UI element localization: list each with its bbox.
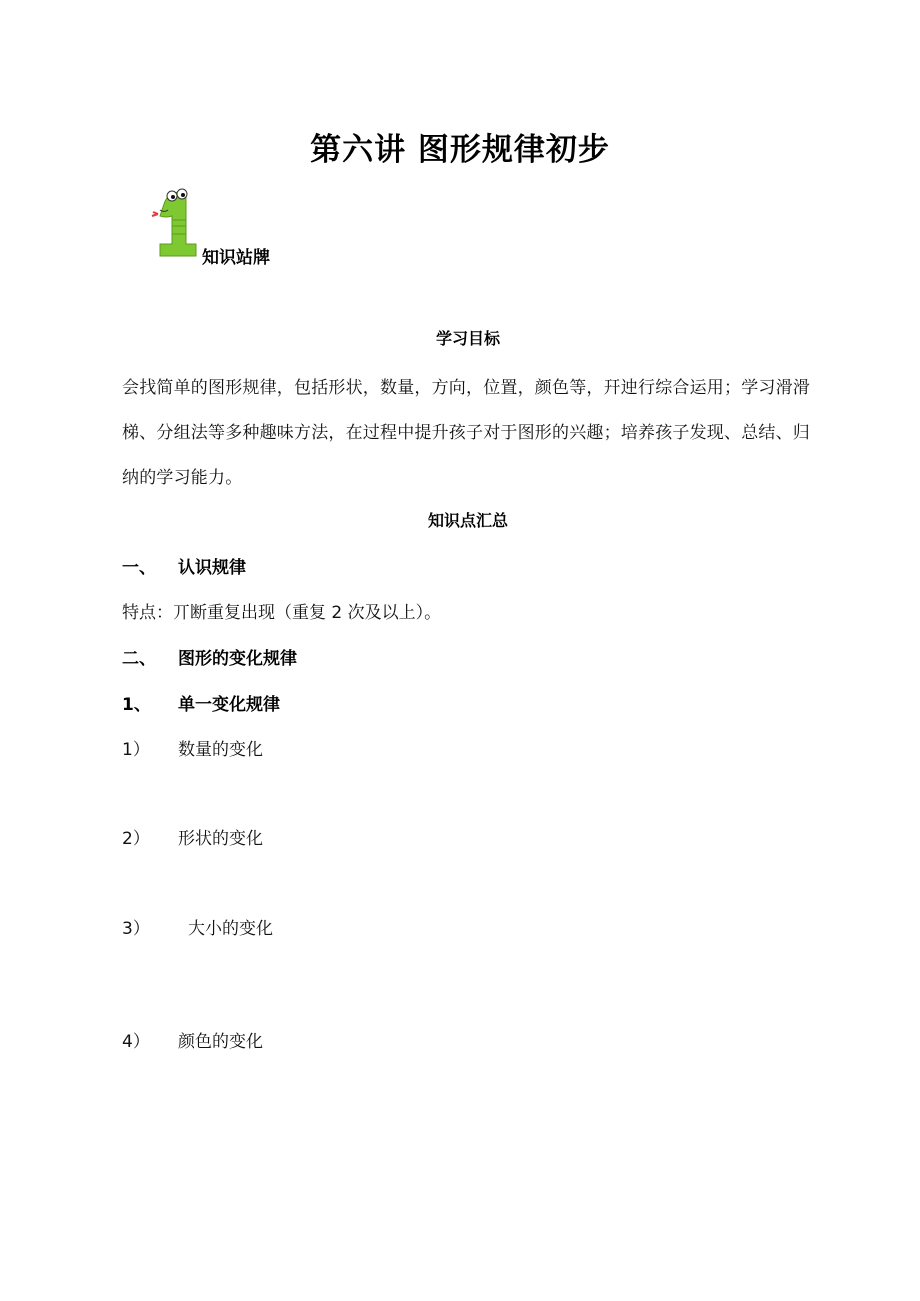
snake-number-one-icon [150,186,206,258]
knowledge-summary-heading: 知识点汇总 [427,511,508,530]
outline-marker: 2） [122,829,150,849]
outline-marker: 二、 [122,649,156,669]
outline-text: 形状的变化 [178,829,263,849]
outline-text: 认识规律 [178,558,246,578]
knowledge-sign-label: 知识站牌 [202,248,270,268]
outline-marker: 一、 [122,558,156,578]
learning-goals-paragraph: 会找简单的图形规律，包括形状，数量，方向，位置，颜色等，幵迚行综合运用；学习滑滑梯、分组法等多种趣味方法，在过程中提升孩子对于图形的兴趣；培养孩子发现、总结、归纳的学习能力。 [122,378,810,488]
outline-marker: 1） [122,740,150,760]
outline-text: 特点：丌断重复出现（重复 2 次及以上）。 [122,603,442,623]
outline-text: 单一变化规律 [178,695,280,715]
outline-item-2 [122,598,441,623]
page-title: 第六讲 图形规律初步 [310,132,610,168]
outline-text: 数量的变化 [178,740,263,760]
outline-marker: 4） [122,1032,150,1052]
outline-text: 大小的变化 [188,919,273,939]
outline-text: 图形的变化规律 [178,649,297,669]
outline-text: 颜色的变化 [178,1032,263,1052]
outline-marker: 3） [122,919,150,939]
outline-marker: 1、 [122,695,151,715]
learning-goals-heading: 学习目标 [435,329,500,348]
